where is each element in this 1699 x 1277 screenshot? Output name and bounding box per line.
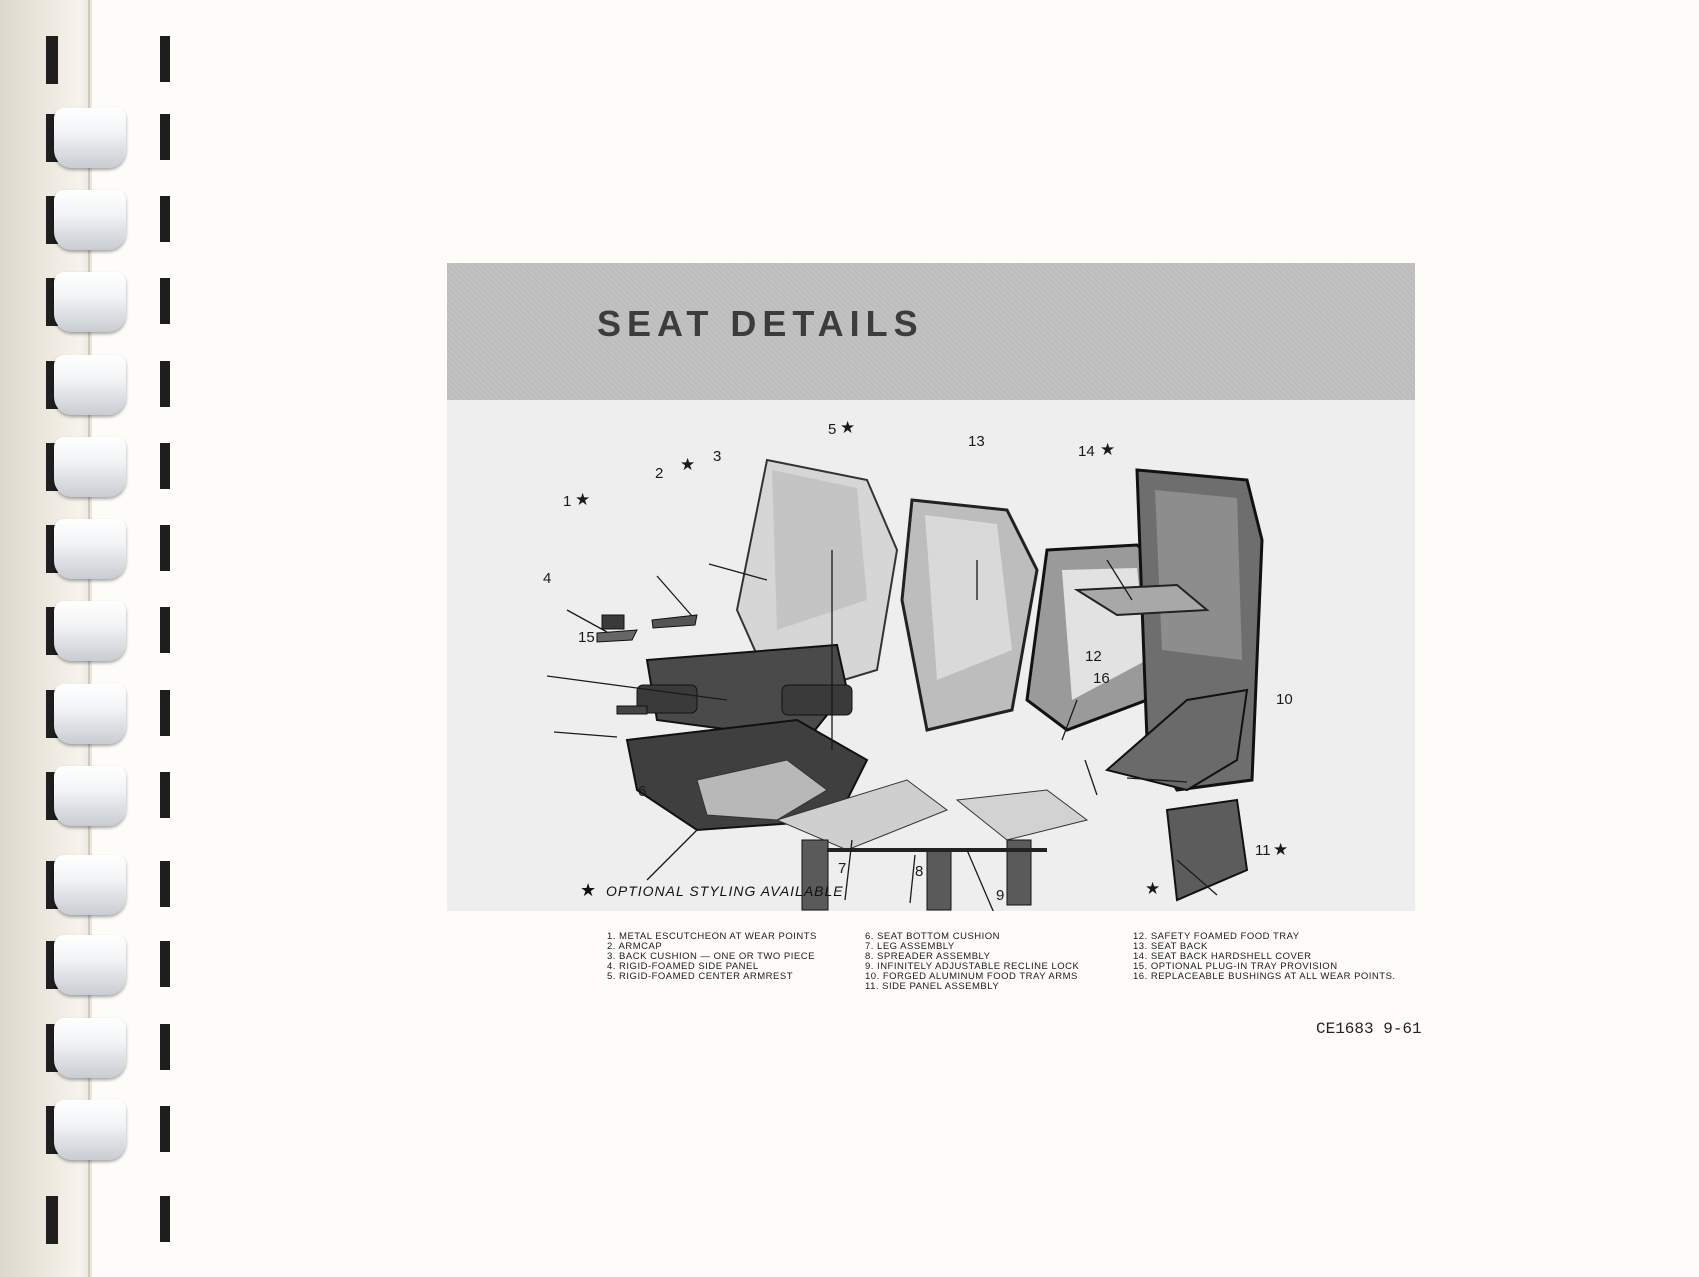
legend-item: 1. METAL ESCUTCHEON AT WEAR POINTS bbox=[607, 931, 817, 942]
binding-ring bbox=[46, 355, 130, 415]
binding-loop bbox=[54, 1018, 126, 1078]
legend-item: 10. FORGED ALUMINUM FOOD TRAY ARMS bbox=[865, 971, 1078, 982]
seat-illustration bbox=[447, 400, 1415, 911]
binding-slot bbox=[160, 361, 170, 407]
optional-styling-note: OPTIONAL STYLING AVAILABLE bbox=[606, 883, 844, 899]
legend-item: 9. INFINITELY ADJUSTABLE RECLINE LOCK bbox=[865, 961, 1080, 972]
callout-11: 11 bbox=[1255, 842, 1271, 859]
callout-2: 2 bbox=[655, 465, 664, 482]
legend-column-1 bbox=[607, 932, 817, 982]
legend-column-3 bbox=[1133, 932, 1396, 982]
binding-ring bbox=[46, 190, 130, 250]
plate-title: SEAT DETAILS bbox=[597, 303, 924, 344]
binding-ring bbox=[46, 684, 130, 744]
binding-ring bbox=[46, 519, 130, 579]
star-icon: ★ bbox=[680, 455, 696, 474]
binding-loop bbox=[54, 684, 126, 744]
legend-item: 6. SEAT BOTTOM CUSHION bbox=[865, 931, 1001, 942]
callout-4: 4 bbox=[543, 570, 552, 587]
callout-7: 7 bbox=[838, 860, 847, 877]
star-icon: ★ bbox=[1145, 879, 1161, 898]
binding-loop bbox=[54, 1100, 126, 1160]
legend-item: 14. SEAT BACK HARDSHELL COVER bbox=[1133, 951, 1312, 962]
binding-slot bbox=[160, 607, 170, 653]
binding-ring bbox=[46, 1100, 130, 1160]
star-icon: ★ bbox=[580, 880, 597, 900]
binding-loop bbox=[54, 355, 126, 415]
legend-item: 13. SEAT BACK bbox=[1133, 941, 1208, 952]
binding-loop bbox=[54, 855, 126, 915]
binding-slot bbox=[160, 941, 170, 987]
legend-item: 8. SPREADER ASSEMBLY bbox=[865, 951, 991, 962]
star-icon: ★ bbox=[840, 418, 856, 437]
seat-drawing bbox=[447, 400, 1415, 911]
legend-item: 2. ARMCAP bbox=[607, 941, 663, 952]
binding-ring bbox=[46, 935, 130, 995]
legend-item: 5. RIGID-FOAMED CENTER ARMREST bbox=[607, 971, 794, 982]
binding-ring bbox=[46, 1018, 130, 1078]
binding-ring bbox=[46, 766, 130, 826]
binding-slot bbox=[160, 278, 170, 324]
binding-ring bbox=[46, 437, 130, 497]
callout-5: 5 bbox=[828, 421, 837, 438]
star-icon: ★ bbox=[575, 490, 591, 509]
callout-9: 9 bbox=[996, 887, 1005, 904]
binding-slot bbox=[160, 1024, 170, 1070]
callout-10: 10 bbox=[1276, 691, 1293, 708]
binding-loop bbox=[54, 519, 126, 579]
binding-slot bbox=[46, 1196, 58, 1244]
legend-item: 7. LEG ASSEMBLY bbox=[865, 941, 955, 952]
binding-ring bbox=[46, 855, 130, 915]
callout-1: 1 bbox=[563, 493, 572, 510]
plate-header bbox=[447, 263, 1415, 400]
star-icon: ★ bbox=[1100, 440, 1116, 459]
legend-item: 11. SIDE PANEL ASSEMBLY bbox=[865, 981, 1000, 992]
binding-ring bbox=[46, 30, 130, 90]
legend-item: 4. RIGID-FOAMED SIDE PANEL bbox=[607, 961, 759, 972]
legend-item: 3. BACK CUSHION — ONE OR TWO PIECE bbox=[607, 951, 815, 962]
callout-15: 15 bbox=[578, 629, 595, 646]
legend-item: 12. SAFETY FOAMED FOOD TRAY bbox=[1133, 931, 1300, 942]
binding-slot bbox=[160, 772, 170, 818]
binding-ring bbox=[46, 1190, 130, 1250]
seat-details-plate bbox=[447, 263, 1415, 911]
legend-column-2 bbox=[865, 932, 1079, 992]
legend-item: 15. OPTIONAL PLUG-IN TRAY PROVISION bbox=[1133, 961, 1338, 972]
callout-16: 16 bbox=[1093, 670, 1110, 687]
binding-slot bbox=[160, 114, 170, 160]
binding-slot bbox=[160, 443, 170, 489]
callout-3: 3 bbox=[713, 448, 722, 465]
document-code: CE1683 9-61 bbox=[1316, 1020, 1422, 1038]
binding-ring bbox=[46, 108, 130, 168]
binding-slot bbox=[160, 36, 170, 82]
binding-ring bbox=[46, 601, 130, 661]
callout-8: 8 bbox=[915, 863, 924, 880]
binding-loop bbox=[54, 601, 126, 661]
binding-loop bbox=[54, 766, 126, 826]
binding-slot bbox=[160, 861, 170, 907]
callout-12: 12 bbox=[1085, 648, 1102, 665]
callout-6: 6 bbox=[638, 783, 647, 800]
binding-loop bbox=[54, 272, 126, 332]
binding-ring bbox=[46, 272, 130, 332]
legend-item: 16. REPLACEABLE BUSHINGS AT ALL WEAR POINTS. bbox=[1133, 971, 1396, 982]
binding-loop bbox=[54, 935, 126, 995]
binding-loop bbox=[54, 437, 126, 497]
binding-slot bbox=[160, 196, 170, 242]
binding-slot bbox=[46, 36, 58, 84]
binding-slot bbox=[160, 525, 170, 571]
binding-loop bbox=[54, 190, 126, 250]
binding-loop bbox=[54, 108, 126, 168]
binding-slot bbox=[160, 690, 170, 736]
callout-13: 13 bbox=[968, 433, 985, 450]
callout-14: 14 bbox=[1078, 443, 1095, 460]
star-icon: ★ bbox=[1273, 840, 1289, 859]
binding-slot bbox=[160, 1196, 170, 1242]
binding-slot bbox=[160, 1106, 170, 1152]
